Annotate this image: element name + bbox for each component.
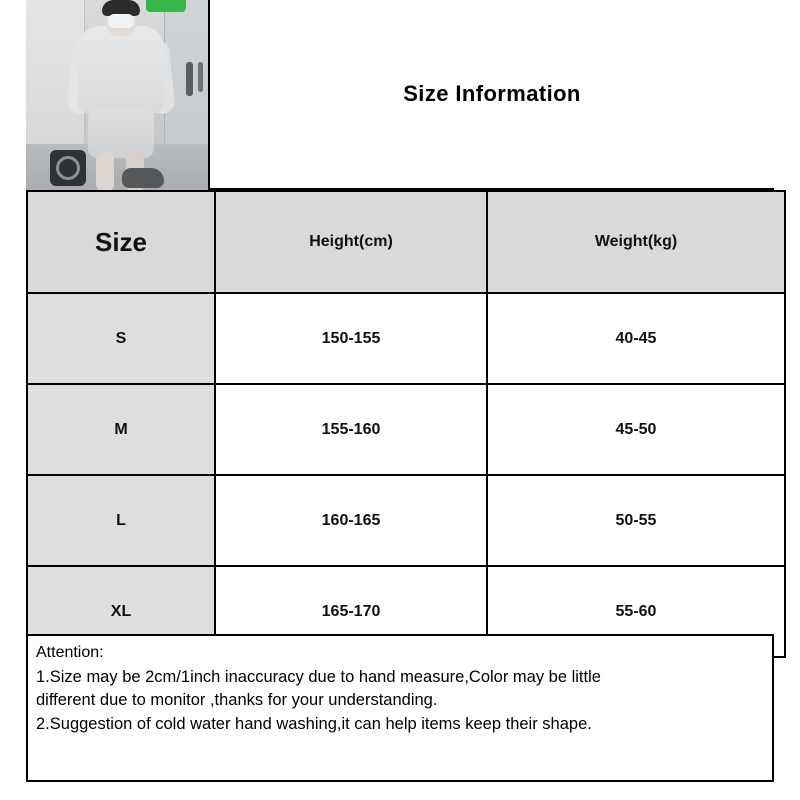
cell-size-l: L	[27, 475, 215, 566]
cell-size-m: M	[27, 384, 215, 475]
attention-line-2: different due to monitor ,thanks for your understanding.	[36, 691, 438, 710]
cell-weight-l: 50-55	[487, 475, 785, 566]
product-photo	[26, 0, 210, 190]
left-margin	[0, 0, 26, 800]
table-row	[27, 293, 785, 384]
photo-leg-left	[96, 152, 114, 190]
photo-shorts	[88, 110, 154, 158]
photo-sweatshirt	[78, 26, 164, 114]
photo-door-handle	[186, 62, 193, 96]
page-title: Size Information	[403, 81, 581, 106]
attention-block	[26, 634, 774, 782]
photo-face-mask	[108, 14, 134, 28]
title-cell	[210, 0, 774, 188]
size-table	[26, 190, 786, 658]
header-row	[26, 0, 774, 190]
photo-bag-detail	[56, 156, 80, 180]
column-header-height: Height(cm)	[215, 191, 487, 293]
cell-size-s: S	[27, 293, 215, 384]
cell-size-xl: XL	[27, 566, 215, 657]
cell-weight-xl: 55-60	[487, 566, 785, 657]
attention-line-1: 1.Size may be 2cm/1inch inaccuracy due to hand measure,Color may be little	[36, 667, 601, 686]
table-row	[27, 384, 785, 475]
attention-line-3: 2.Suggestion of cold water hand washing,it can help items keep their shape.	[36, 714, 592, 733]
cell-height-l: 160-165	[215, 475, 487, 566]
table-row	[27, 475, 785, 566]
green-badge-icon	[146, 0, 186, 12]
cell-height-xl: 165-170	[215, 566, 487, 657]
attention-heading: Attention:	[36, 644, 104, 661]
cell-height-m: 155-160	[215, 384, 487, 475]
cell-weight-m: 45-50	[487, 384, 785, 475]
bottom-margin	[0, 782, 800, 800]
table-header-row	[27, 191, 785, 293]
cell-weight-s: 40-45	[487, 293, 785, 384]
photo-shoe	[122, 168, 164, 188]
cell-height-s: 150-155	[215, 293, 487, 384]
column-header-size: Size	[27, 191, 215, 293]
column-header-weight: Weight(kg)	[487, 191, 785, 293]
photo-door-handle-secondary	[198, 62, 203, 92]
